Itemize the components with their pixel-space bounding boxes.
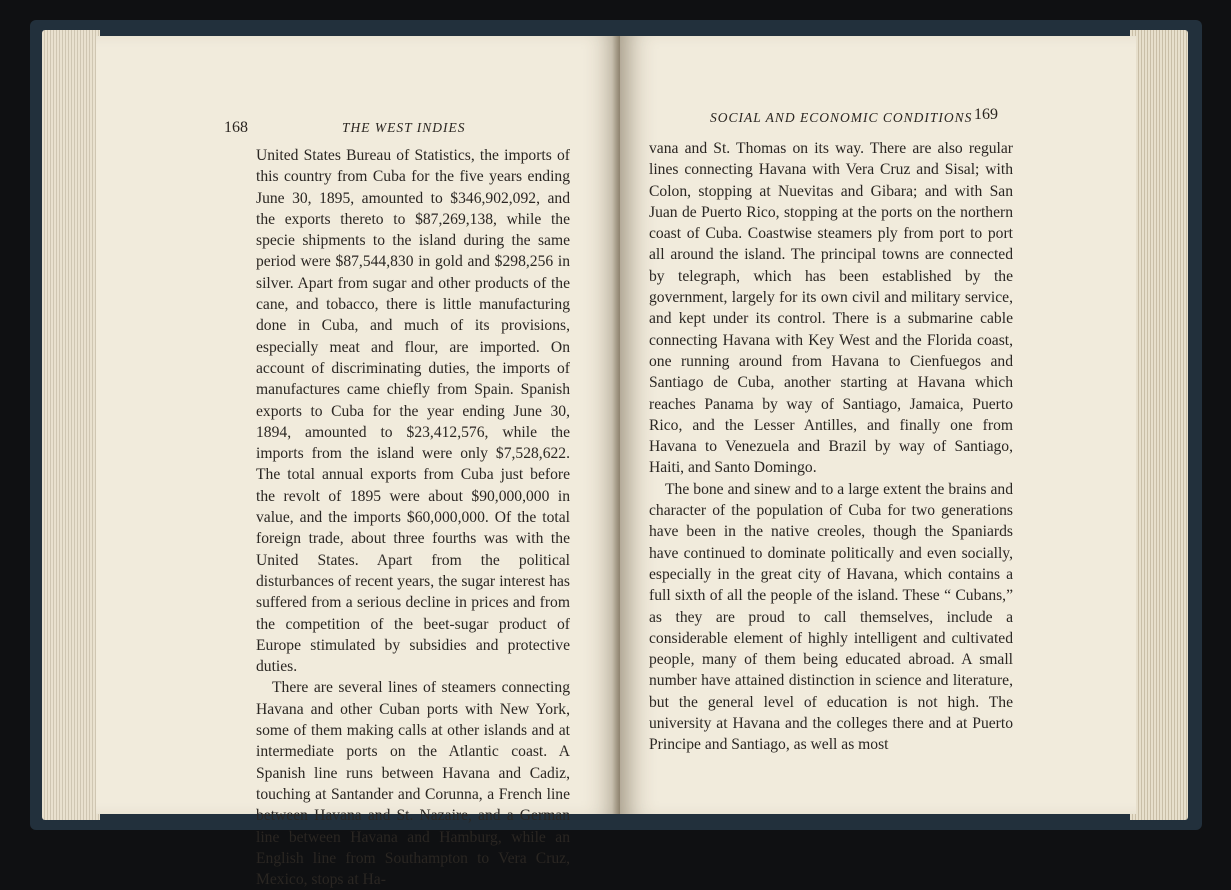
left-page [96, 36, 620, 889]
page-edges-left [42, 30, 100, 820]
right-page-body [649, 138, 1013, 756]
page-number-right: 169 [974, 106, 998, 123]
right-page [620, 36, 1136, 814]
page-number-left: 168 [224, 119, 248, 136]
left-page-body [256, 145, 570, 890]
right-paragraph-1: vana and St. Thomas on its way. There are also regular lines connecting Havana with Vera Cruz and Sisal; with Colon, stopping at Nuevitas and Gibara; and with San Juan de Puerto Rico, stopping at the ports on the northern coast of Cuba. Coastwise steamers ply from port to port all around the island. The principal towns are connected by telegraph, which has been established by the government, largely for its own civil and military service, and kept under its control. There is a submarine cable connecting Havana with Key West and the Florida coast, one running around from Havana to Cienfuegos and Santiago de Cuba, another starting at Havana which reaches Panama by way of Santiago, Jamaica, Puerto Rico, and the Lesser Antilles, and finally one from Havana to Venezuela and Brazil by way of Santiago, Haiti, and Santo Domingo. [649, 140, 1013, 477]
running-title-left: THE WEST INDIES [342, 120, 466, 135]
right-paragraph-2: The bone and sinew and to a large extent the brains and character of the population of Cuba for two generations have been in the native creoles, though the Spaniards have continued to dominate politically and even socially, especially in the great city of Havana, which contains a full sixth of all the people of the island. These “ Cubans,” as they are proud to call themselves, include a considerable element of highly intelligent and cultivated people, many of them being educated abroad. A small number have attained distinction in science and literature, but the general level of education is not high. The university at Havana and the colleges there and at Puerto Principe and Santiago, as well as most [649, 480, 1013, 754]
running-title-right: SOCIAL AND ECONOMIC CONDITIONS [710, 110, 973, 125]
left-paragraph-2: There are several lines of steamers connecting Havana and other Cuban ports with New York, some of them making calls at other islands and at intermediate ports on the Atlantic coast. A Spanish line runs between Havana and Cadiz, touching at Santander and Corunna, a French line between Havana and St. Nazaire, and a German line between Havana and Hamburg, while an English line from Southampton to Vera Cruz, Mexico, stops at Ha- [256, 679, 570, 889]
left-paragraph-1: United States Bureau of Statistics, the imports of this country from Cuba for the five years ending June 30, 1895, amounted to $346,902,092, and the exports thereto to $87,269,138, while the specie shipments to the island during the same period were $87,544,830 in gold and $298,256 in silver. Apart from sugar and other products of the cane, and tobacco, there is little manufacturing done in Cuba, and much of its provisions, especially meat and flour, are imported. On account of discriminating duties, the imports of manufactures came chiefly from Spain. Spanish exports to Cuba for the year ending June 30, 1894, amounted to $23,412,576, while the imports from the island were only $7,528,622. The total annual exports from Cuba just before the revolt of 1895 were about $90,000,000 in value, and the imports $60,000,000. Of the total foreign trade, about three fourths was with the United States. Apart from the political disturbances of recent years, the sugar interest has suffered from a serious decline in prices and from the competition of the beet-sugar product of Europe stimulated by subsidies and protective duties. [256, 147, 570, 676]
page-edges-right [1130, 30, 1188, 820]
